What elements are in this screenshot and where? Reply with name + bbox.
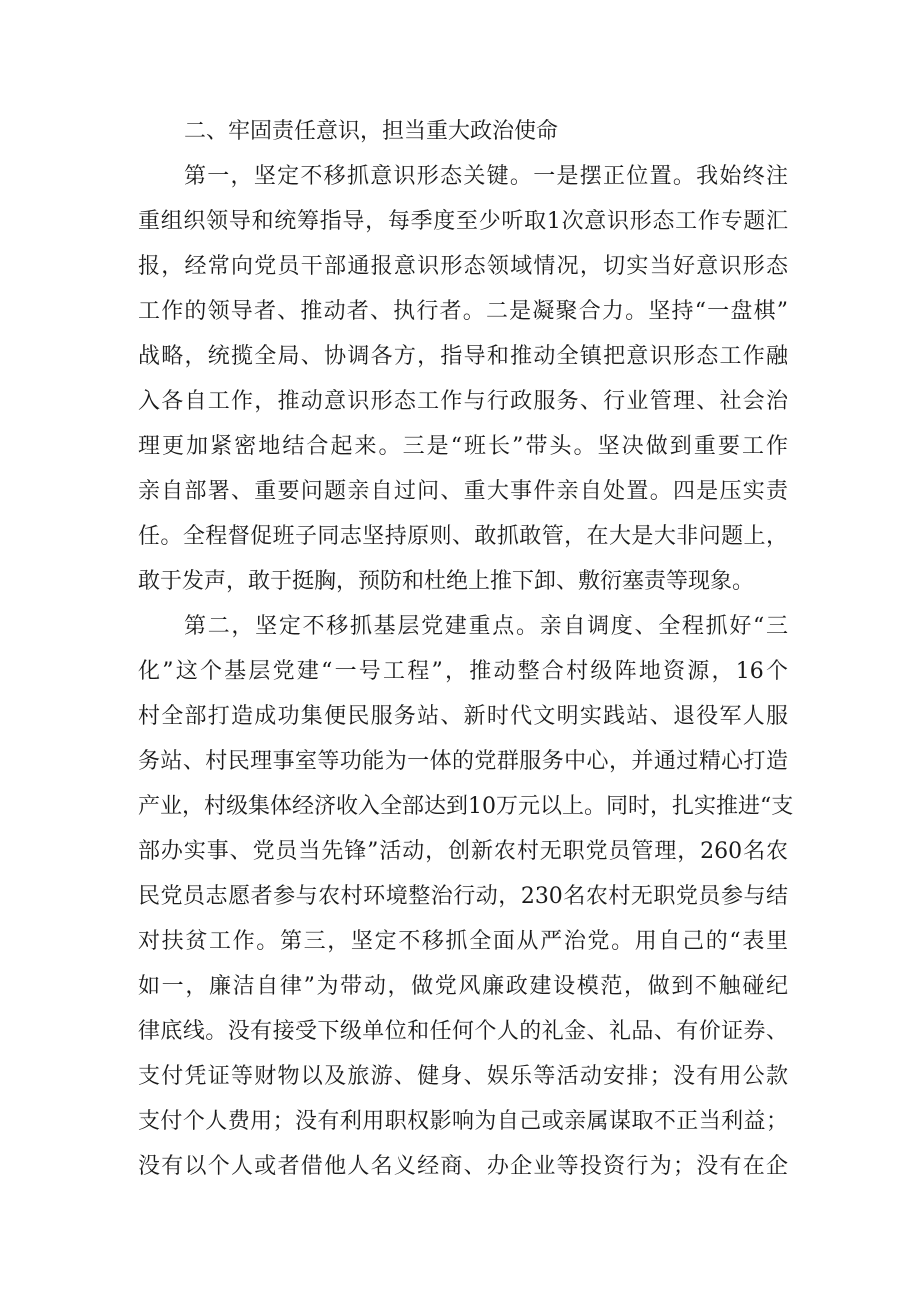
paragraph-line: 民党员志愿者参与农村环境整治行动，230名农村无职党员参与结 — [138, 884, 788, 909]
paragraph-line: 产业，村级集体经济收入全部达到10万元以上。同时，扎实推进“支 — [138, 794, 794, 819]
paragraph-line: 理更加紧密地结合起来。三是“班长”带头。坚决做到重要工作 — [138, 434, 788, 459]
paragraph-line: 工作的领导者、推动者、执行者。二是凝聚合力。坚持“一盘棋” — [138, 299, 788, 324]
paragraph-line: 村全部打造成功集便民服务站、新时代文明实践站、退役军人服 — [138, 704, 788, 729]
paragraph-line: 亲自部署、重要问题亲自过问、重大事件亲自处置。四是压实责 — [138, 479, 788, 504]
paragraph-line: 第二，坚定不移抓基层党建重点。亲自调度、全程抓好“三 — [184, 614, 788, 639]
paragraph-line: 对扶贫工作。第三，坚定不移抓全面从严治党。用自己的“表里 — [138, 929, 788, 954]
paragraph-line: 任。全程督促班子同志坚持原则、敢抓敢管，在大是大非问题上， — [138, 524, 788, 549]
paragraph-line: 敢于发声，敢于挺胸，预防和杜绝上推下卸、敷衍塞责等现象。 — [138, 569, 755, 594]
paragraph-line: 重组织领导和统筹指导，每季度至少听取1次意识形态工作专题汇 — [138, 209, 788, 234]
paragraph-line: 律底线。没有接受下级单位和任何个人的礼金、礼品、有价证券、 — [138, 1019, 788, 1044]
paragraph-line: 入各自工作，推动意识形态工作与行政服务、行业管理、社会治 — [138, 389, 788, 414]
paragraph-line: 支付个人费用；没有利用职权影响为自己或亲属谋取不正当利益； — [138, 1109, 788, 1134]
paragraph-line: 务站、村民理事室等功能为一体的党群服务中心，并通过精心打造 — [138, 749, 788, 774]
paragraph-line: 部办实事、党员当先锋”活动，创新农村无职党员管理，260名农 — [138, 839, 788, 864]
paragraph-line: 第一，坚定不移抓意识形态关键。一是摆正位置。我始终注 — [184, 164, 788, 189]
paragraph-line: 如一，廉洁自律”为带动，做党风廉政建设模范，做到不触碰纪 — [138, 974, 788, 999]
paragraph-line: 支付凭证等财物以及旅游、健身、娱乐等活动安排；没有用公款 — [138, 1064, 788, 1089]
paragraph-line: 报，经常向党员干部通报意识形态领域情况，切实当好意识形态 — [138, 254, 788, 279]
paragraph-line: 没有以个人或者借他人名义经商、办企业等投资行为；没有在企 — [138, 1154, 788, 1179]
paragraph-line: 化”这个基层党建“一号工程”，推动整合村级阵地资源，16个 — [138, 659, 788, 684]
section-heading: 二、牢固责任意识，担当重大政治使命 — [184, 119, 559, 144]
paragraph-line: 战略，统揽全局、协调各方，指导和推动全镇把意识形态工作融 — [138, 344, 788, 369]
